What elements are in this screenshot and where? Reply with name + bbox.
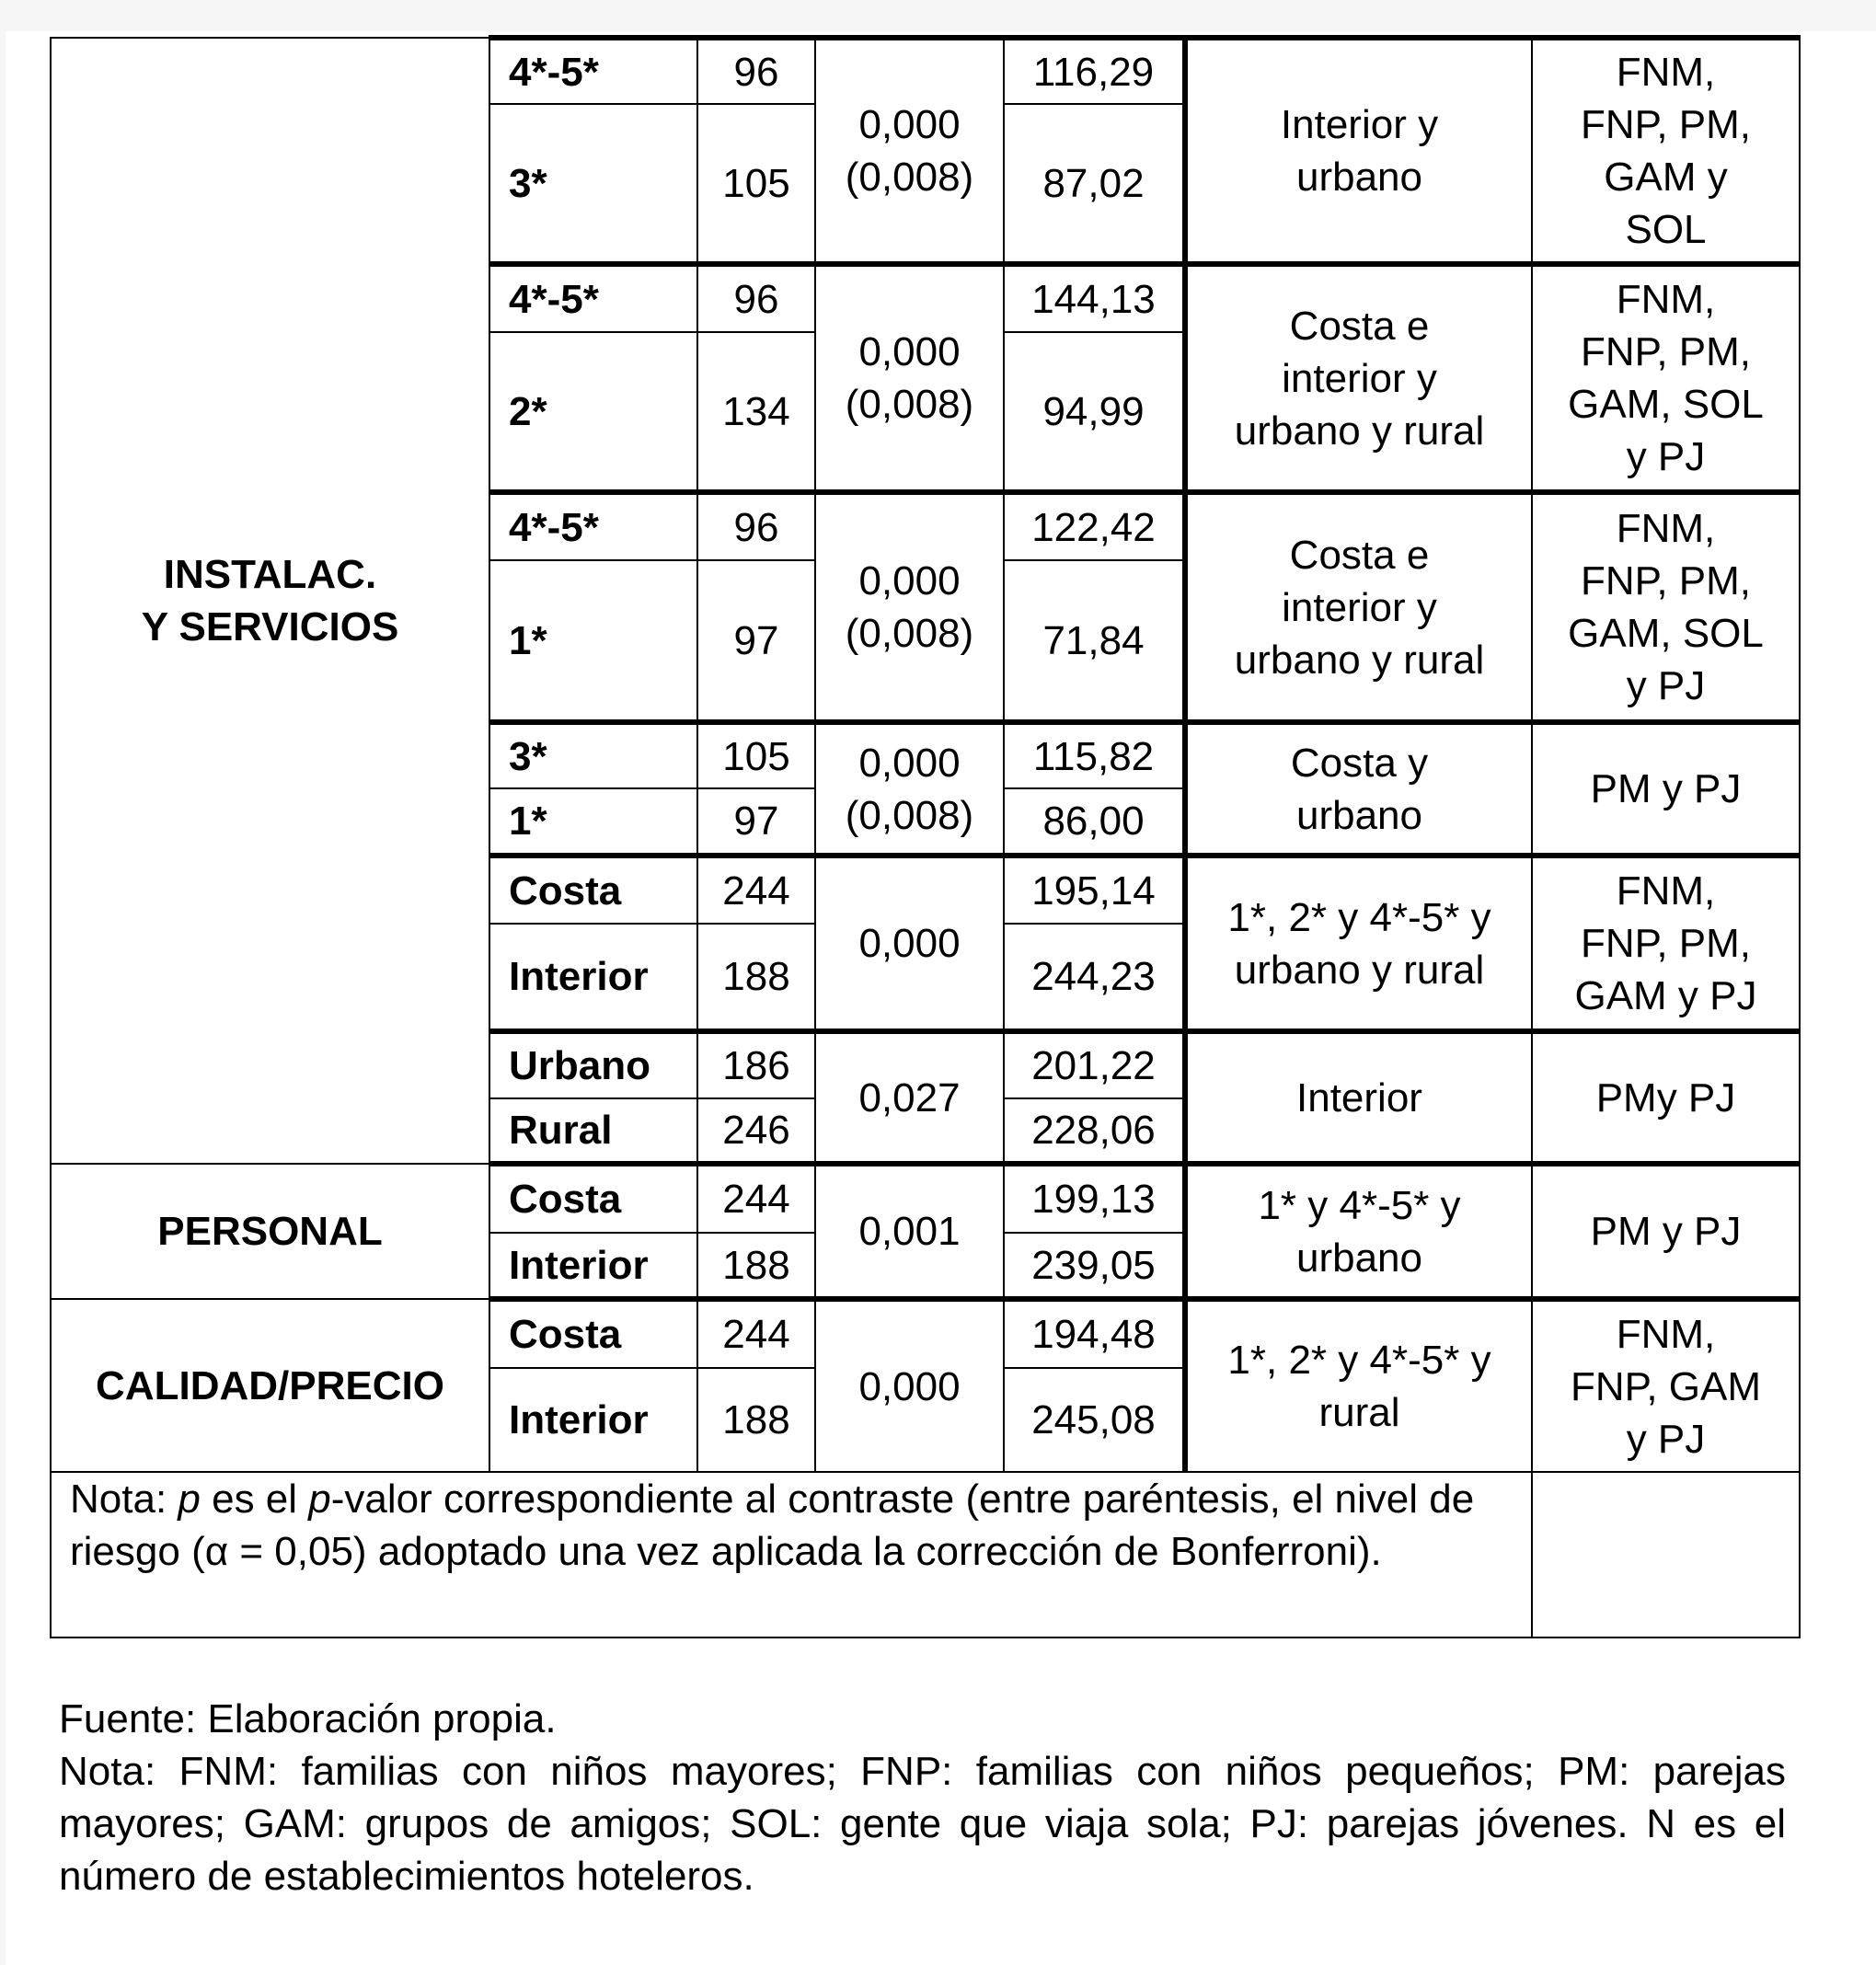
dimension-label: INSTALAC. Y SERVICIOS <box>51 38 489 1164</box>
category-label: Costa <box>489 856 697 924</box>
note-text: Nota: <box>70 1477 178 1522</box>
zone-cell: 1*, 2* y 4*-5* y rural <box>1185 1299 1532 1472</box>
n-value: 186 <box>697 1031 815 1098</box>
empty-cell <box>1532 1472 1800 1638</box>
mean-rank: 228,06 <box>1004 1098 1185 1164</box>
p-value: 0,000 <box>815 856 1004 1031</box>
note-text: p <box>308 1477 331 1522</box>
n-value: 244 <box>697 1164 815 1233</box>
category-label: Costa <box>489 1164 697 1233</box>
tourist-types-cell: FNM, FNP, PM, GAM y PJ <box>1532 856 1800 1031</box>
category-label: Interior <box>489 1233 697 1299</box>
mean-rank: 86,00 <box>1004 788 1185 856</box>
n-value: 105 <box>697 104 815 264</box>
table-row <box>51 1299 1800 1368</box>
note-text: -valor correspondiente al contraste (entre paréntesis, el nivel de riesgo (α = 0,05) adoptado una vez aplicada la corrección de Bonferroni). <box>70 1477 1475 1574</box>
n-value: 134 <box>697 332 815 492</box>
p-value: 0,000 (0,008) <box>815 264 1004 492</box>
note-text: es el <box>200 1477 309 1522</box>
mean-rank: 194,48 <box>1004 1299 1185 1368</box>
table-row <box>51 38 1800 104</box>
category-label: 4*-5* <box>489 492 697 560</box>
zone-cell: 1*, 2* y 4*-5* y urbano y rural <box>1185 856 1532 1031</box>
category-label: Urbano <box>489 1031 697 1098</box>
tourist-types-cell: FNM, FNP, PM, GAM y SOL <box>1532 38 1800 264</box>
mean-rank: 239,05 <box>1004 1233 1185 1299</box>
zone-cell: 1* y 4*-5* y urbano <box>1185 1164 1532 1299</box>
category-label: 1* <box>489 788 697 856</box>
n-value: 188 <box>697 924 815 1031</box>
tourist-types-cell: PM y PJ <box>1532 1164 1800 1299</box>
results-table <box>50 35 1801 1638</box>
mean-rank: 244,23 <box>1004 924 1185 1031</box>
table-note <box>51 1472 1532 1638</box>
tourist-types-cell: FNM, FNP, PM, GAM, SOL y PJ <box>1532 492 1800 722</box>
tourist-types-cell: FNM, FNP, GAM y PJ <box>1532 1299 1800 1472</box>
mean-rank: 195,14 <box>1004 856 1185 924</box>
category-label: 4*-5* <box>489 264 697 332</box>
tourist-types-cell: PMy PJ <box>1532 1031 1800 1164</box>
mean-rank: 122,42 <box>1004 492 1185 560</box>
table-row <box>51 1164 1800 1233</box>
n-value: 97 <box>697 788 815 856</box>
n-value: 244 <box>697 856 815 924</box>
mean-rank: 245,08 <box>1004 1368 1185 1472</box>
zone-cell: Costa y urbano <box>1185 722 1532 856</box>
page-margin <box>0 0 6 1965</box>
category-label: Interior <box>489 924 697 1031</box>
n-value: 96 <box>697 38 815 104</box>
zone-cell: Costa e interior y urbano y rural <box>1185 264 1532 492</box>
mean-rank: 71,84 <box>1004 560 1185 722</box>
category-label: Interior <box>489 1368 697 1472</box>
source-line: Fuente: Elaboración propia. <box>59 1696 557 1741</box>
dimension-label: CALIDAD/PRECIO <box>51 1299 489 1472</box>
category-label: 3* <box>489 104 697 264</box>
category-label: 2* <box>489 332 697 492</box>
mean-rank: 201,22 <box>1004 1031 1185 1098</box>
n-value: 97 <box>697 560 815 722</box>
p-value: 0,001 <box>815 1164 1004 1299</box>
category-label: 1* <box>489 560 697 722</box>
mean-rank: 199,13 <box>1004 1164 1185 1233</box>
n-value: 244 <box>697 1299 815 1368</box>
p-value: 0,027 <box>815 1031 1004 1164</box>
category-label: Rural <box>489 1098 697 1164</box>
mean-rank: 115,82 <box>1004 722 1185 788</box>
abbreviation-note: Nota: FNM: familias con niños mayores; FNP: familias con niños pequeños; PM: parejas mayores; GAM: grupos de amigos; SOL: gente que viaja sola; PJ: parejas jóvenes. N es el número de establecimientos hoteleros. <box>59 1749 1786 1899</box>
n-value: 188 <box>697 1368 815 1472</box>
category-label: 3* <box>489 722 697 788</box>
mean-rank: 94,99 <box>1004 332 1185 492</box>
category-label: Costa <box>489 1299 697 1368</box>
dimension-label: PERSONAL <box>51 1164 489 1299</box>
tourist-types-cell: PM y PJ <box>1532 722 1800 856</box>
mean-rank: 116,29 <box>1004 38 1185 104</box>
note-row <box>51 1472 1800 1638</box>
zone-cell: Costa e interior y urbano y rural <box>1185 492 1532 722</box>
n-value: 105 <box>697 722 815 788</box>
n-value: 246 <box>697 1098 815 1164</box>
zone-cell: Interior y urbano <box>1185 38 1532 264</box>
page-margin <box>0 0 1876 31</box>
p-value: 0,000 (0,008) <box>815 492 1004 722</box>
n-value: 96 <box>697 264 815 332</box>
mean-rank: 87,02 <box>1004 104 1185 264</box>
tourist-types-cell: FNM, FNP, PM, GAM, SOL y PJ <box>1532 264 1800 492</box>
n-value: 188 <box>697 1233 815 1299</box>
p-value: 0,000 <box>815 1299 1004 1472</box>
p-value: 0,000 (0,008) <box>815 38 1004 264</box>
zone-cell: Interior <box>1185 1031 1532 1164</box>
n-value: 96 <box>697 492 815 560</box>
mean-rank: 144,13 <box>1004 264 1185 332</box>
p-value: 0,000 (0,008) <box>815 722 1004 856</box>
category-label: 4*-5* <box>489 38 697 104</box>
table-footer <box>59 1693 1786 1902</box>
note-text: p <box>178 1477 201 1522</box>
